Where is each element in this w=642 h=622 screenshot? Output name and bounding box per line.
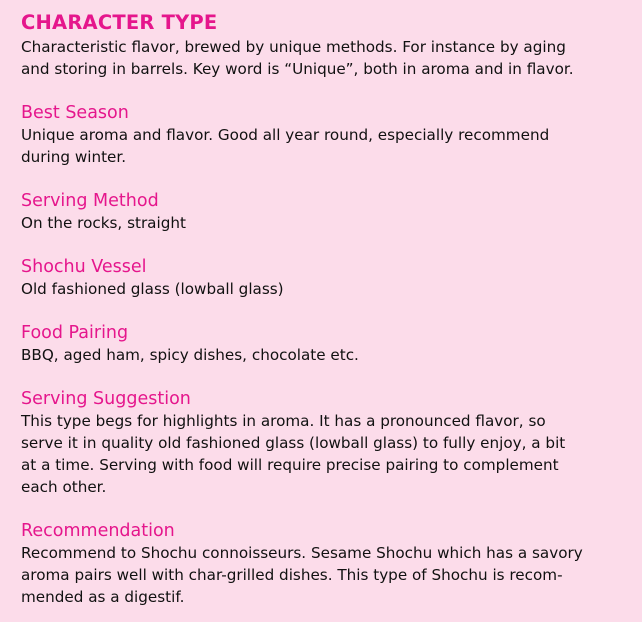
section-heading: Best Season (21, 103, 129, 123)
section-serving-suggestion (21, 389, 632, 498)
section-recommendation (21, 521, 632, 608)
section-heading: Serving Suggestion (21, 389, 191, 409)
intro-text: Characteristic flavor, brewed by unique methods. For instance by aging and storing in barrels. Key word is “Unique”, both in aroma and in flavor. (21, 38, 574, 78)
section-gap (21, 80, 632, 103)
section-body: BBQ, aged ham, spicy dishes, chocolate etc. (21, 346, 359, 364)
section-gap (21, 498, 632, 521)
section-gap (21, 168, 632, 191)
section-best-season (21, 103, 632, 168)
section-gap (21, 366, 632, 389)
section-heading: Serving Method (21, 191, 159, 211)
section-gap (21, 234, 632, 257)
section-gap (21, 300, 632, 323)
section-body: This type begs for highlights in aroma. It has a pronounced flavor, so serve it in quality old fashioned glass (lowball glass) to fully enjoy, a bit at a time. Serving with food will require precise pairing to complement each other. (21, 412, 566, 496)
section-heading: Shochu Vessel (21, 257, 147, 277)
document-title: CHARACTER TYPE (21, 11, 218, 34)
section-heading: Food Pairing (21, 323, 129, 343)
section-serving-method (21, 191, 632, 234)
section-heading: Recommendation (21, 521, 175, 541)
section-body: Old fashioned glass (lowball glass) (21, 280, 284, 298)
section-body: Recommend to Shochu connoisseurs. Sesame Shochu which has a savory aroma pairs well with char-grilled dishes. This type of Shochu is recom- mended as a digestif. (21, 544, 583, 606)
section-body: On the rocks, straight (21, 214, 186, 232)
section-body: Unique aroma and flavor. Good all year round, especially recommend during winter. (21, 126, 550, 166)
section-shochu-vessel (21, 257, 632, 300)
section-food-pairing (21, 323, 632, 366)
